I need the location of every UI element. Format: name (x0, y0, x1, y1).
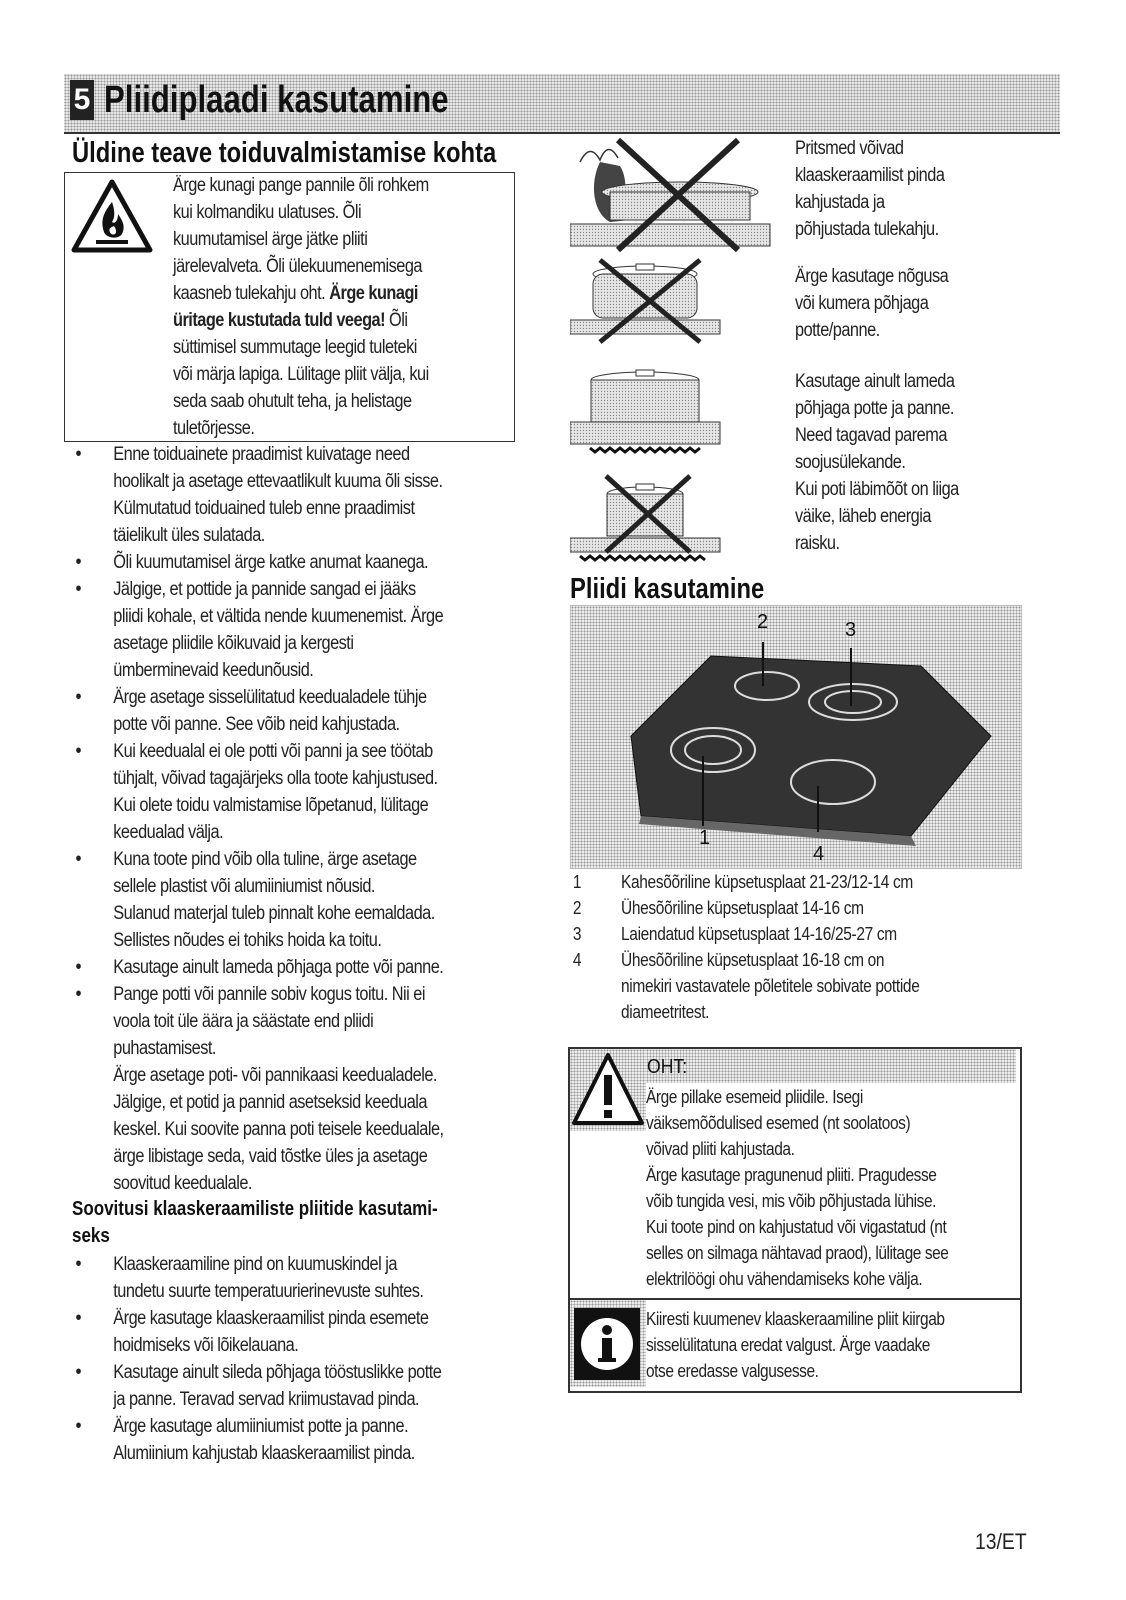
bullet-item (72, 1305, 542, 1359)
text-line: Ärge kasutage nõgusa (795, 266, 949, 287)
info-icon (572, 1306, 642, 1387)
text-line: • Enne toiduainete praadimist kuivatage need (113, 444, 410, 465)
hob-legend (566, 869, 1026, 1025)
text-line: Ärge asetage poti- või pannikaasi keedualadele. (113, 1065, 437, 1086)
legend-row (566, 921, 1027, 947)
warning-line (173, 280, 517, 307)
hob-heading: Pliidi kasutamine (570, 573, 765, 605)
bullet-item (72, 1413, 542, 1467)
text-line: • Jälgige, et pottide ja pannide sangad ei jääks (113, 579, 416, 600)
legend-row (566, 947, 1027, 973)
text-line: Külmutatud toiduained tuleb enne praadimist (113, 498, 415, 519)
text-line: Sellistes nõudes ei tohiks hoida ka toitu. (113, 930, 382, 951)
legend-extra (566, 973, 1027, 999)
danger-label-bg (646, 1049, 1016, 1083)
text-line: ja panne. Teravad servad kriimustavad pinda. (113, 1389, 420, 1410)
curved-pot-figure (570, 260, 720, 342)
general-heading-wrap (72, 136, 589, 170)
text-line: selles on silmaga nähtavad praod), lülitage see (646, 1243, 949, 1263)
text-line: Ühesõõriline küpsetusplaat 16-18 cm on (621, 950, 885, 970)
warning-line: tuletõrjesse. (173, 418, 255, 439)
pot-note-1 (795, 135, 1036, 243)
text-line: ümberminevaid keedunõusid. (113, 660, 314, 681)
text-line: 2 (572, 898, 582, 918)
warning-line (173, 307, 517, 334)
hob-heading-wrap (570, 572, 807, 606)
glass-heading (72, 1196, 532, 1250)
glass-heading-line: seks (72, 1225, 110, 1247)
text-line: Kui olete toidu valmistamise lõpetanud, lülitage (113, 795, 429, 816)
text-line: Laiendatud küpsetusplaat 14-16/25-27 cm (621, 924, 897, 944)
text-line: Alumiinium kahjustab klaaskeraamilist pinda. (113, 1443, 415, 1464)
text-line: Sulanud materjal tuleb pinnalt kohe eemaldada. (113, 903, 435, 924)
text-line: Ühesõõriline küpsetusplaat 14-16 cm (621, 898, 864, 918)
callout-2: 2 (757, 611, 769, 633)
bullet-item (72, 981, 542, 1197)
pot-note-2 (795, 263, 1036, 344)
text-line: 1 (572, 872, 582, 892)
text-line: hoidmiseks või lõikelauana. (113, 1335, 299, 1356)
section-number: 5 (70, 80, 94, 120)
text-line: klaaskeraamilist pinda (795, 165, 945, 186)
correct-pot-figure (570, 370, 720, 452)
danger-label: OHT: (647, 1056, 688, 1078)
text-line: Kahesõõriline küpsetusplaat 21-23/12-14 cm (621, 872, 913, 892)
general-bullets (72, 441, 542, 1197)
text-line: väiksemõõdulised esemed (nt soolatoos) (646, 1113, 911, 1133)
text-line: kahjustada ja (795, 192, 885, 213)
text-line: täielikult üles sulatada. (113, 525, 265, 546)
text-line: soovitud keedualale. (113, 1173, 252, 1194)
legend-row (566, 895, 1027, 921)
splash-pan-figure (570, 140, 770, 250)
text-line: • Ärge kasutage alumiiniumist potte ja panne. (113, 1416, 409, 1437)
bullet-item (72, 738, 542, 846)
text-line: 3 (572, 924, 582, 944)
callout-4: 4 (813, 843, 825, 865)
text-line: väike, läheb energia (795, 506, 931, 527)
text-line: Kiiresti kuumenev klaaskeraamiline pliit kiirgab (646, 1309, 945, 1329)
glass-heading-line: Soovitusi klaaskeraamiliste pliitide kasutami- (72, 1198, 438, 1220)
text-line: tühjalt, võivad tagajärjeks olla toote kahjustused. (113, 768, 438, 789)
warning-line: Ärge kunagi pange pannile õli rohkem (173, 175, 429, 196)
warning-emphasis: üritage kustutada tuld veega! (173, 310, 386, 331)
text-line: voola toit üle äära ja säästate end pliidi (113, 1011, 374, 1032)
text-line: 4 (572, 950, 582, 970)
text-line: sisselülitatuna eredat valgust. Ärge vaadake (646, 1335, 930, 1355)
text-line: soojusülekande. (795, 452, 906, 473)
text-line: • Klaaskeraamiline pind on kuumuskindel ja (113, 1254, 397, 1275)
bullet-item (72, 846, 542, 954)
text-line: pliidi kohale, et vältida nende kuumenemist. Ärge (113, 606, 444, 627)
pot-notes (795, 135, 1035, 557)
general-heading: Üldine teave toiduvalmistamise kohta (72, 137, 497, 169)
text-line: võivad pliiti kahjustada. (646, 1139, 795, 1159)
text-line: diameetritest. (621, 1002, 710, 1022)
text-line: • Ärge asetage sisselülitatud keedualadele tühje (113, 687, 427, 708)
warning-line: või märja lapiga. Lülitage pliit välja, kui (173, 364, 429, 385)
warning-emphasis: Ärge kunagi (329, 283, 418, 304)
warning-line: süttimisel summutage leegid tuleteki (173, 337, 417, 358)
text-line: potte või panne. See võib neid kahjustada. (113, 714, 400, 735)
text-line: nimekiri vastavatele põletitele sobivate pottide (621, 976, 920, 996)
text-line: • Õli kuumutamisel ärge katke anumat kaanega. (113, 552, 429, 573)
text-line: keedualad välja. (113, 822, 224, 843)
text-line: ärge libistage seda, vaid tõstke üles ja asetage (113, 1146, 428, 1167)
bullet-item (72, 954, 542, 981)
warning-text: Õli (385, 310, 408, 331)
text-line: Ärge pillake esemeid pliidile. Isegi (646, 1087, 863, 1107)
text-line: • Kasutage ainult sileda põhjaga tööstuslikke potte (113, 1362, 442, 1383)
warning-line: seda saab ohutult teha, ja helistage (173, 391, 412, 412)
text-line: • Kui keedualal ei ole potti või panni ja see töötab (113, 741, 433, 762)
text-line: asetage pliidile kõikuvaid ja kergesti (113, 633, 354, 654)
bullet-item (72, 576, 542, 684)
fire-warning-text (173, 172, 513, 442)
text-line: • Pange potti või pannile sobiv kogus toitu. Nii ei (113, 984, 425, 1005)
warning-line: kui kolmandiku ulatuses. Õli (173, 202, 362, 223)
bullet-item (72, 549, 542, 576)
text-line: • Kuna toote pind võib olla tuline, ärge asetage (113, 849, 417, 870)
text-line: Kui poti läbimõõt on liiga (795, 479, 959, 500)
legend-row (566, 869, 1027, 895)
text-line: Kui toote pind on kahjustatud või vigastatud (nt (646, 1217, 947, 1237)
text-line: Ärge kasutage pragunenud pliiti. Pragudesse (646, 1165, 937, 1185)
text-line: potte/panne. (795, 320, 880, 341)
danger-icon (570, 1049, 646, 1131)
text-line: Need tagavad parema (795, 425, 947, 446)
page-number: 13/ET (975, 1529, 1027, 1554)
danger-text (646, 1084, 1018, 1292)
text-line: elektrilöögi ohu vähendamiseks kohe välja. (646, 1269, 923, 1289)
pot-note-3 (795, 368, 1036, 557)
legend-extra (566, 999, 1027, 1025)
text-line: • Ärge kasutage klaaskeraamilist pinda esemete (113, 1308, 429, 1329)
text-line: või kumera põhjaga (795, 293, 929, 314)
text-line: põhjaga potte ja panne. (795, 398, 954, 419)
pot-illustrations (570, 132, 780, 577)
text-line: • Kasutage ainult lameda põhjaga potte või panne. (113, 957, 444, 978)
callout-1: 1 (699, 827, 711, 849)
warning-text: kaasneb tulekahju oht. (173, 283, 330, 304)
text-line: otse eredasse valgusesse. (646, 1361, 819, 1381)
text-line: puhastamisest. (113, 1038, 216, 1059)
text-line: raisku. (795, 533, 840, 554)
warning-line: järelevalveta. Õli ülekuumenemisega (173, 256, 422, 277)
small-pot-figure (570, 476, 720, 560)
bullet-item (72, 441, 542, 549)
text-line: sellele plastist või alumiiniumist nõusid. (113, 876, 375, 897)
bullet-item (72, 1359, 542, 1413)
text-line: Pritsmed võivad (795, 138, 904, 159)
glass-bullets (72, 1251, 542, 1467)
section-title: Pliidiplaadi kasutamine (104, 79, 449, 121)
text-line: võib tungida vesi, mis võib põhjustada lühise. (646, 1191, 937, 1211)
text-line: Jälgige, et potid ja pannid asetseksid keeduala (113, 1092, 427, 1113)
warning-line: kuumutamisel ärge jätke pliiti (173, 229, 368, 250)
text-line: Kasutage ainult lameda (795, 371, 955, 392)
info-text (646, 1306, 1018, 1384)
text-line: tundetu suurte temperatuurierinevuste suhtes. (113, 1281, 424, 1302)
text-line: keskel. Kui soovite panna poti teisele keedualale, (113, 1119, 444, 1140)
callout-3: 3 (845, 619, 857, 641)
hob-figure (570, 605, 1022, 869)
fire-warning-icon (70, 178, 154, 259)
bullet-item (72, 684, 542, 738)
text-line: hoolikalt ja asetage ettevaatlikult kuuma õli sisse. (113, 471, 443, 492)
bullet-item (72, 1251, 542, 1305)
text-line: põhjustada tulekahju. (795, 219, 939, 240)
